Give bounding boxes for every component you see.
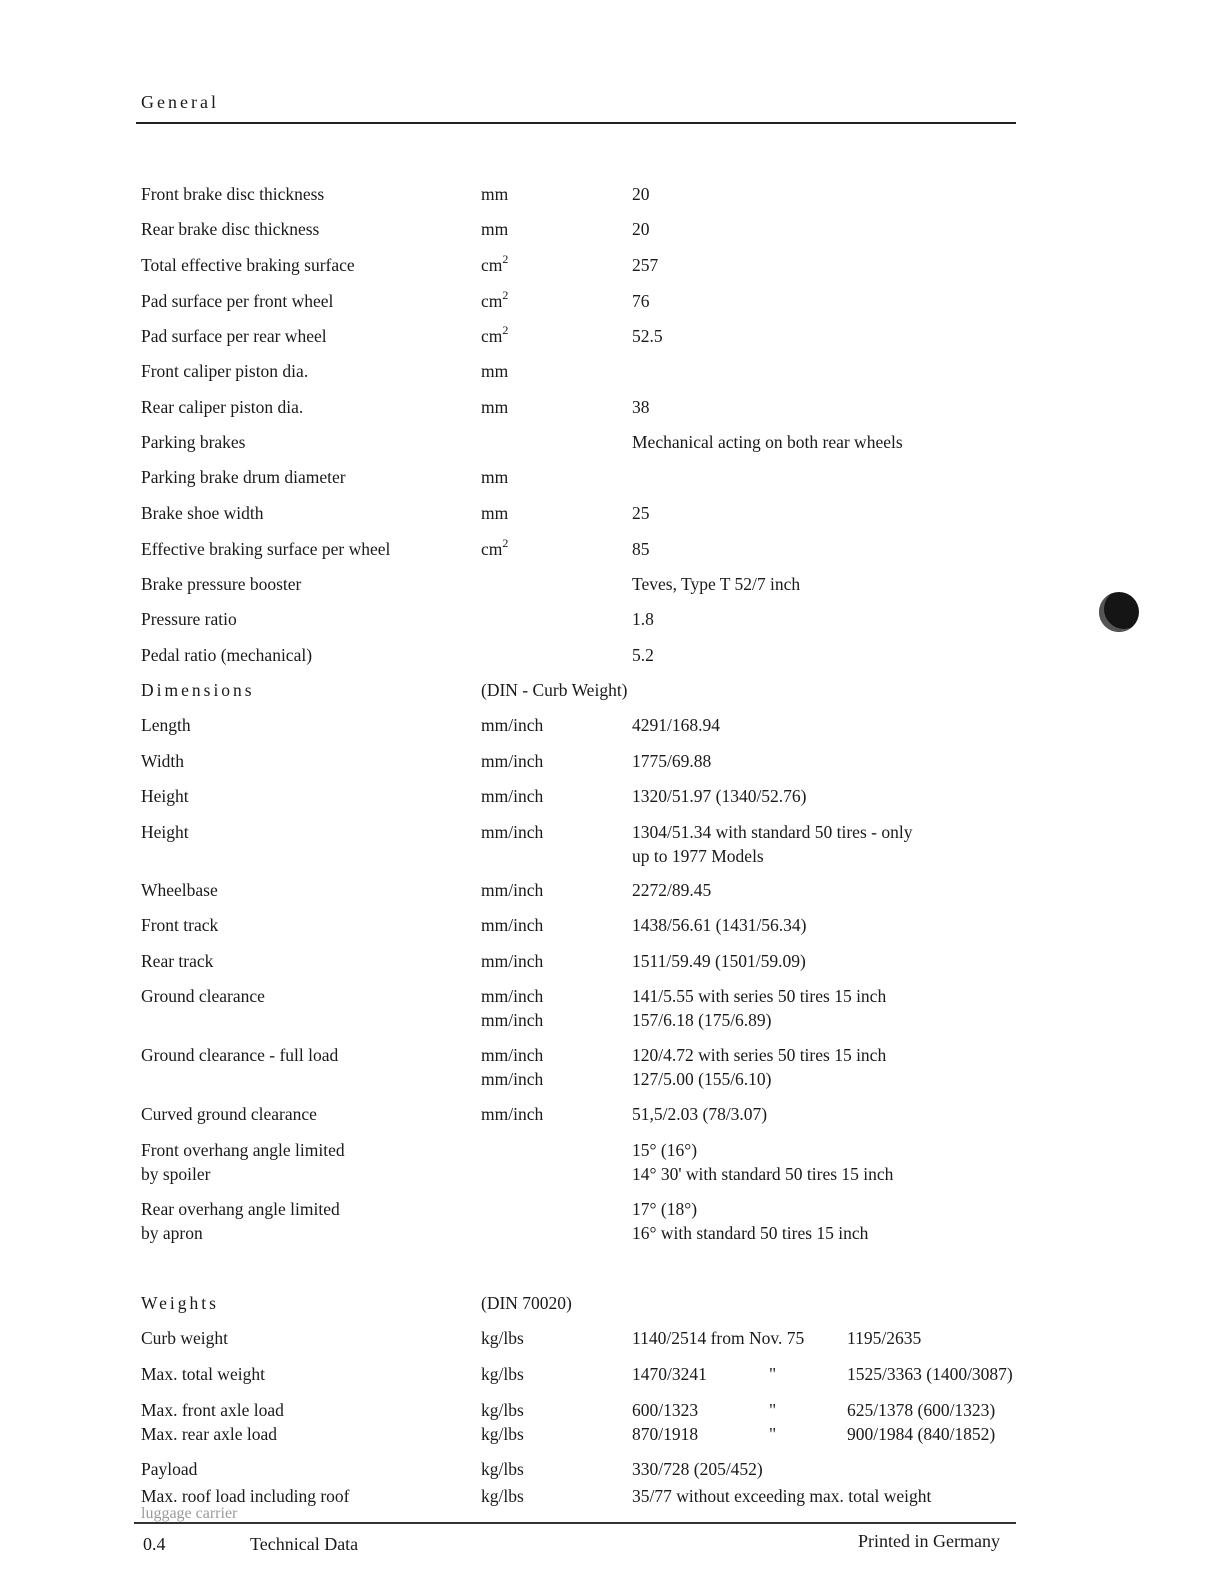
spec-value: 1320/51.97 (1340/52.76) (632, 786, 807, 806)
spec-value: 330/728 (205/452) (632, 1459, 763, 1479)
spec-value: 38 (632, 397, 650, 417)
spec-label: Rear caliper piston dia. (141, 397, 304, 417)
spec-label: Effective braking surface per wheel (141, 539, 391, 559)
spec-label: Height (141, 786, 189, 806)
spec-value: 257 (632, 255, 659, 275)
spec-value: 20 (632, 219, 650, 239)
spec-unit: mm (481, 219, 509, 239)
spec-value-line2: 157/6.18 (175/6.89) (632, 1010, 772, 1030)
spec-unit: mm/inch mm/inch (481, 986, 544, 1030)
spec-unit: mm/inch (481, 786, 544, 806)
spec-label: Total effective braking surface (141, 255, 355, 275)
dimensions-note: (DIN - Curb Weight) (481, 680, 628, 700)
spec-value: 85 (632, 539, 650, 559)
spec-label: Ground clearance (141, 986, 265, 1006)
spec-label: Front brake disc thickness (141, 184, 325, 204)
spec-value-later: 1525/3363 (1400/3087) (847, 1364, 1013, 1384)
spec-value-later: 900/1984 (840/1852) (847, 1424, 996, 1444)
spec-value: 2272/89.45 (632, 880, 712, 900)
spec-unit: mm/inch (481, 880, 544, 900)
spec-value: 1304/51.34 with standard 50 tires - only up to 1977 Models (632, 822, 913, 866)
spec-value: 1775/69.88 (632, 751, 712, 771)
spec-label: Max. front axle load (141, 1400, 284, 1420)
unit-superscript: 2 (502, 323, 509, 337)
footer-section: Technical Data (250, 1534, 359, 1554)
page-number: 0.4 (143, 1534, 166, 1554)
spec-label: Pad surface per front wheel (141, 291, 334, 311)
spec-label: Front caliper piston dia. (141, 361, 309, 381)
spec-unit: mm (481, 503, 509, 523)
spec-label: Width (141, 751, 185, 771)
spec-label: Front overhang angle limited by spoiler (141, 1140, 345, 1184)
spec-label: Pressure ratio (141, 609, 237, 629)
spec-value: 4291/168.94 (632, 715, 720, 735)
spec-label-line2: by spoiler (141, 1164, 211, 1184)
spec-value: 1.8 (632, 609, 654, 629)
spec-value: 120/4.72 with series 50 tires 15 inch 127/5.00 (155/6.10) (632, 1045, 887, 1089)
spec-label: Front track (141, 915, 219, 935)
spec-value: 76 (632, 291, 650, 311)
spec-unit: mm/inch mm/inch (481, 1045, 544, 1089)
spec-label-line2: by apron (141, 1223, 203, 1243)
spec-value: 1511/59.49 (1501/59.09) (632, 951, 806, 971)
spec-unit: kg/lbs (481, 1400, 524, 1420)
spec-unit: $cm^2$ (481, 252, 509, 275)
spec-label: Curb weight (141, 1328, 229, 1348)
spec-label: Wheelbase (141, 880, 218, 900)
spec-label: Parking brakes (141, 432, 246, 452)
spec-value: 1140/2514 from Nov. 75 (632, 1328, 805, 1348)
spec-value-line2: 127/5.00 (155/6.10) (632, 1069, 772, 1089)
spec-label: Rear overhang angle limited by apron (141, 1199, 340, 1243)
spec-unit: mm (481, 397, 509, 417)
spec-value-line2: 14° 30' with standard 50 tires 15 inch (632, 1164, 894, 1184)
spec-value: 17° (18°) 16° with standard 50 tires 15 inch (632, 1199, 869, 1243)
spec-unit: mm/inch (481, 822, 544, 842)
spec-label: Max. rear axle load (141, 1424, 278, 1444)
spec-label: Pedal ratio (mechanical) (141, 645, 313, 665)
spec-label: Height (141, 822, 189, 842)
spec-value: 25 (632, 503, 650, 523)
spec-unit: $cm^2$ (481, 323, 509, 346)
weights-note: (DIN 70020) (481, 1293, 572, 1313)
spec-unit: kg/lbs (481, 1364, 524, 1384)
spec-value-line2: 16° with standard 50 tires 15 inch (632, 1223, 869, 1243)
spec-unit: mm/inch (481, 915, 544, 935)
spec-unit: kg/lbs (481, 1424, 524, 1444)
ditto-mark: " (769, 1424, 777, 1444)
spec-unit: kg/lbs (481, 1486, 524, 1506)
spec-unit: mm (481, 361, 509, 381)
spec-unit: kg/lbs (481, 1459, 524, 1479)
spec-value: 5.2 (632, 645, 654, 665)
spec-unit: mm/inch (481, 951, 544, 971)
spec-value: 600/1323 (632, 1400, 699, 1420)
spec-value: 20 (632, 184, 650, 204)
spec-unit-line2: mm/inch (481, 1010, 544, 1030)
ditto-mark: " (769, 1400, 777, 1420)
spec-value-line2: up to 1977 Models (632, 846, 764, 866)
spec-label: Pad surface per rear wheel (141, 326, 327, 346)
spec-label: Length (141, 715, 191, 735)
spec-label: Rear track (141, 951, 214, 971)
spec-value: 51,5/2.03 (78/3.07) (632, 1104, 768, 1124)
weights-heading: Weights (141, 1293, 219, 1313)
spec-label: Curved ground clearance (141, 1104, 317, 1124)
spec-label: Rear brake disc thickness (141, 219, 320, 239)
footer-rule (134, 1522, 1016, 1524)
spec-label: Ground clearance - full load (141, 1045, 339, 1065)
unit-superscript: 2 (502, 252, 509, 266)
spec-value: Teves, Type T 52/7 inch (632, 574, 801, 594)
spec-label: Payload (141, 1459, 198, 1479)
spec-value: 15° (16°) 14° 30' with standard 50 tires 15 inch (632, 1140, 894, 1184)
spec-unit: mm/inch (481, 1104, 544, 1124)
spec-value: Mechanical acting on both rear wheels (632, 432, 903, 452)
spec-unit: mm/inch (481, 751, 544, 771)
header-rule (136, 122, 1016, 124)
spec-label: Max. roof load including roof (141, 1486, 350, 1506)
section-header: General (141, 92, 219, 112)
printed-in-text: Printed in Germany (858, 1531, 1000, 1551)
spec-unit: $cm^2$ (481, 288, 509, 311)
spec-value: 1438/56.61 (1431/56.34) (632, 915, 807, 935)
spec-value: 35/77 without exceeding max. total weight (632, 1486, 932, 1506)
unit-superscript: 2 (502, 536, 509, 550)
spec-unit: kg/lbs (481, 1328, 524, 1348)
spec-unit: mm/inch (481, 715, 544, 735)
spec-label: Parking brake drum diameter (141, 467, 346, 487)
spec-label: Max. total weight (141, 1364, 265, 1384)
spec-value-later: 625/1378 (600/1323) (847, 1400, 996, 1420)
spec-value: 141/5.55 with series 50 tires 15 inch 157/6.18 (175/6.89) (632, 986, 887, 1030)
spec-label: Brake shoe width (141, 503, 264, 523)
spec-label: Brake pressure booster (141, 574, 302, 594)
spec-value: 870/1918 (632, 1424, 699, 1444)
unit-superscript: 2 (502, 288, 509, 302)
spec-unit: $cm^2$ (481, 536, 509, 559)
spec-unit: mm (481, 467, 509, 487)
spec-value-later: 1195/2635 (847, 1328, 922, 1348)
dimensions-heading: Dimensions (141, 680, 255, 700)
ditto-mark: " (769, 1364, 777, 1384)
faint-continuation-text: luggage carrier (141, 1505, 238, 1522)
spec-value: 1470/3241 (632, 1364, 707, 1384)
spec-value: 52.5 (632, 326, 663, 346)
spec-unit: mm (481, 184, 509, 204)
spec-unit-line2: mm/inch (481, 1069, 544, 1089)
binder-hole-mark (1099, 592, 1139, 632)
